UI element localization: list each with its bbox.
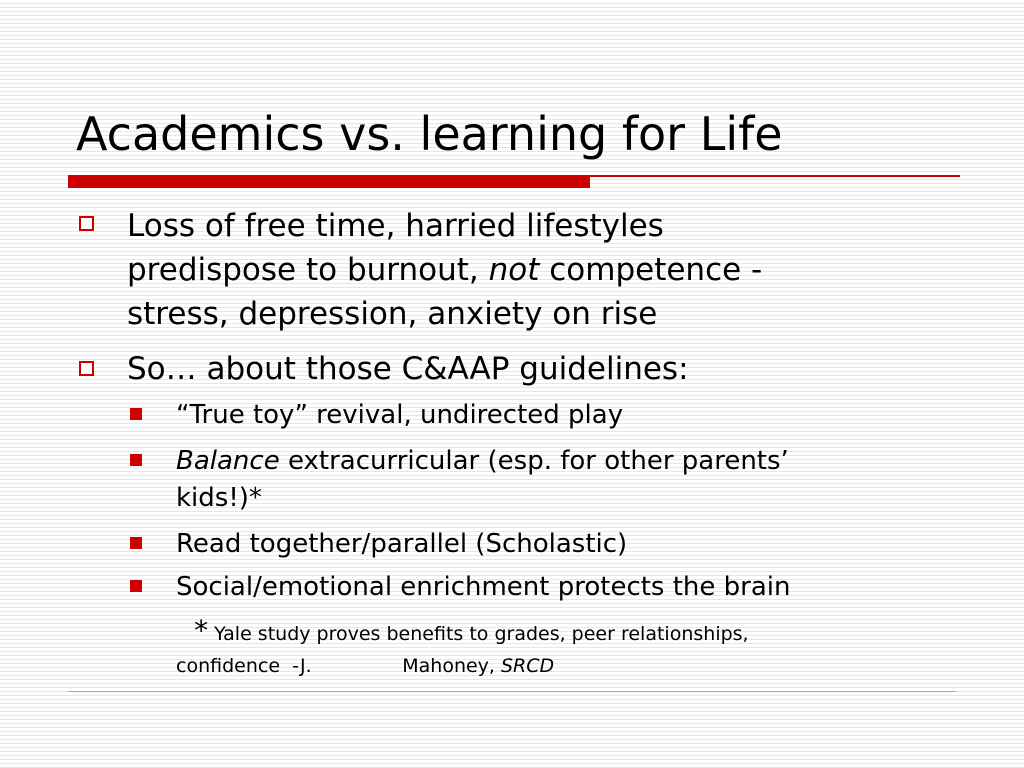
bullet-1-line-2-post: competence - <box>539 252 763 288</box>
bullet-1-line-2-pre: predispose to burnout, <box>127 252 489 288</box>
slide-title: Academics vs. learning for Life <box>76 107 783 161</box>
bottom-divider <box>68 691 956 692</box>
sub-bullet-1: “True toy” revival, undirected play <box>176 400 624 430</box>
solid-square-bullet-icon <box>130 537 142 549</box>
solid-square-bullet-icon <box>130 408 142 420</box>
sub-bullet-2-line-2: kids!)* <box>176 483 262 513</box>
footnote-source: SRCD <box>501 655 555 677</box>
bullet-2-line-1: So… about those C&AAP guidelines: <box>127 351 689 387</box>
bullet-1-line-1: Loss of free time, harried lifestyles <box>127 208 664 244</box>
bullet-1-line-3: stress, depression, anxiety on rise <box>127 296 658 332</box>
sub-bullet-4: Social/emotional enrichment protects the brain <box>176 572 791 602</box>
hollow-square-bullet-icon <box>79 361 94 376</box>
footnote-asterisk: * <box>194 614 209 647</box>
title-underline-thin <box>590 175 960 177</box>
sub-bullet-2-emphasis: Balance <box>176 446 280 476</box>
bullet-1-emphasis: not <box>488 252 540 288</box>
footnote-text-2: confidence -J. Mahoney, <box>176 655 501 677</box>
bullet-1-line-2 <box>127 248 762 292</box>
sub-bullet-2-line-1 <box>176 441 789 482</box>
solid-square-bullet-icon <box>130 454 142 466</box>
footnote-line-2 <box>176 652 554 680</box>
sub-bullet-3: Read together/parallel (Scholastic) <box>176 529 628 559</box>
hollow-square-bullet-icon <box>79 216 94 231</box>
footnote-line-1 <box>176 614 749 648</box>
solid-square-bullet-icon <box>130 580 142 592</box>
title-underline-thick <box>68 175 590 188</box>
sub-bullet-2-rest: extracurricular (esp. for other parents’ <box>279 446 789 476</box>
footnote-text-1: Yale study proves benefits to grades, peer relationships, <box>208 623 749 645</box>
